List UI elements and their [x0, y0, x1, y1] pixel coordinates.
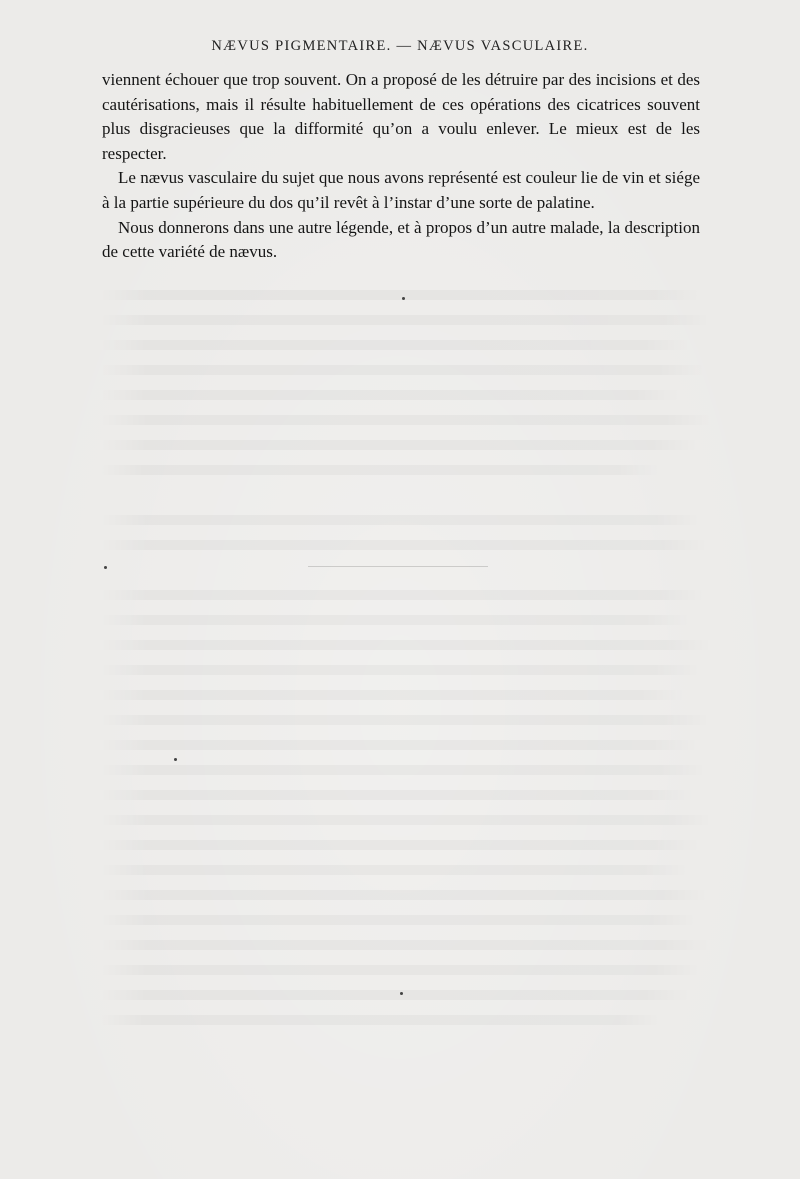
speck [400, 992, 403, 995]
paragraph-legende: Nous donnerons dans une autre légende, et à propos d’un autre malade, la description de cette variété de nævus. [102, 217, 700, 262]
paragraph-naevus-vasculaire: Le nævus vasculaire du sujet que nous avons représenté est couleur lie de vin et siége à la partie supérieure du dos qu’il revêt à l’instar d’une sorte de palatine. [102, 168, 700, 212]
speck [104, 566, 107, 569]
show-through-texture [100, 290, 720, 1050]
speck [402, 297, 405, 300]
show-through-rule [308, 566, 488, 567]
speck [174, 758, 177, 761]
paragraph-continuation: viennent échouer que trop souvent. On a proposé de les détruire par des incisions et des cautérisations, mais il résulte habituellement de ces opérations des cicatrices souvent plus disgracieuses que la difformité qu’on a voulu enlever. Le mieux est de les respecter. [102, 70, 700, 163]
body-text [102, 68, 700, 265]
running-header: NÆVUS PIGMENTAIRE. — NÆVUS VASCULAIRE. [211, 38, 589, 54]
